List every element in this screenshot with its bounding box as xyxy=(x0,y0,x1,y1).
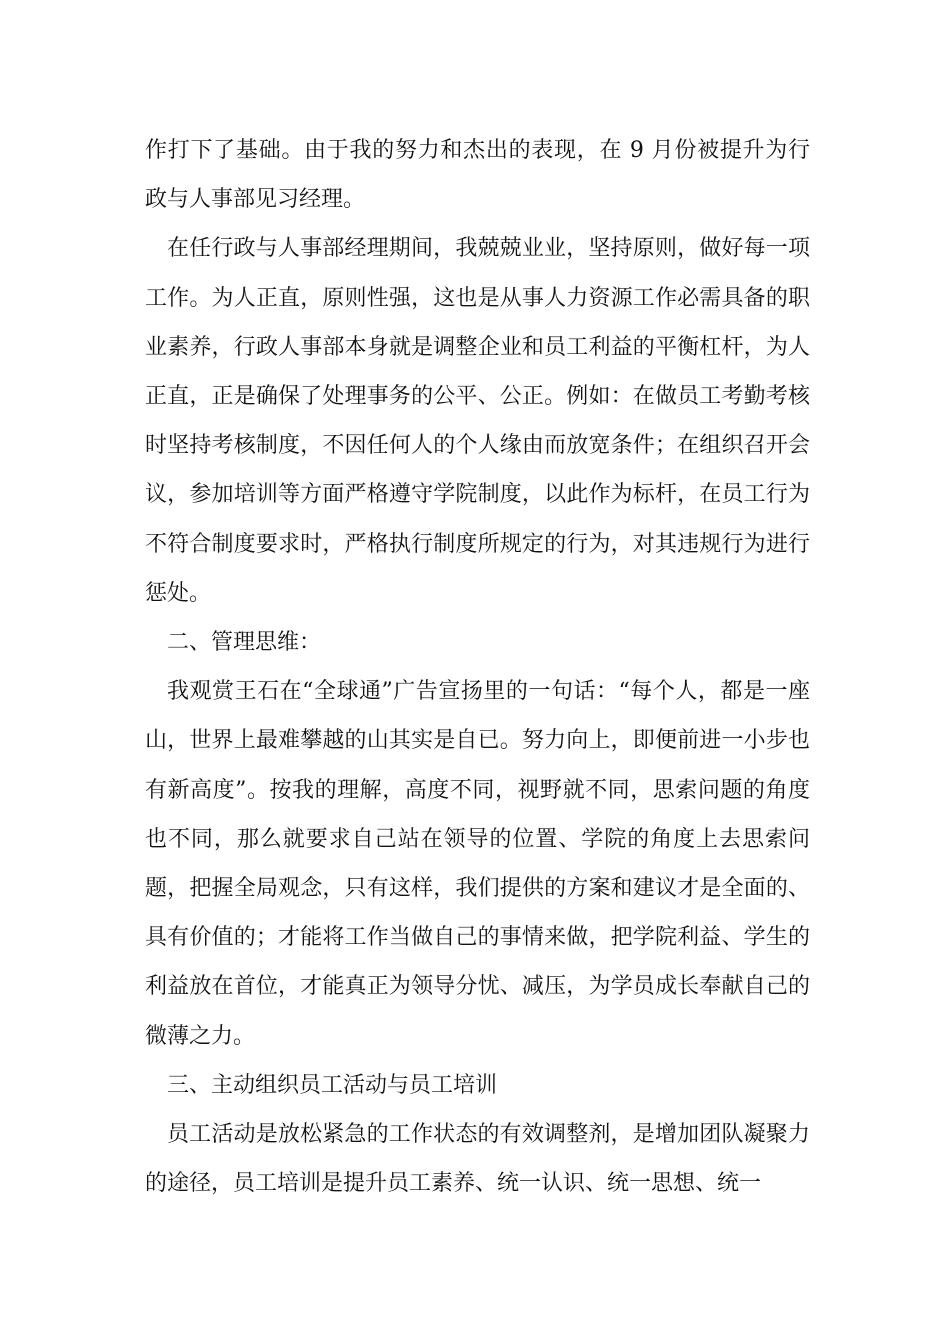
paragraph-staff-activities: 员工活动是放松紧急的工作状态的有效调整剂，是增加团队凝聚力的途径，员工培训是提升员工素养、统一认识、统一思想、统一 xyxy=(145,1122,810,1197)
paragraph-continuation: 作打下了基础。由于我的努力和杰出的表现，在 9 月份被提升为行政与人事部见习经理。 xyxy=(145,138,810,213)
document-body xyxy=(145,126,810,1208)
section-heading-staff-activities: 三、主动组织员工活动与员工培训 xyxy=(167,1072,498,1098)
section-heading-management-thinking: 二、管理思维： xyxy=(167,630,322,656)
paragraph-management-thinking: 我观赏王石在“全球通”广告宣扬里的一句话：“每个人，都是一座山，世界上最难攀越的山其实是自已。努力向上，即便前进一小步也有新高度”。按我的理解，高度不同，视野就不同，思索问题的角度也不同，那么就要求自己站在领导的位置、学院的角度上去思索问题，把握全局观念，只有这样，我们提供的方案和建议才是全面的、具有价值的；才能将工作当做自己的事情来做，把学院利益、学生的利益放在首位，才能真正为领导分忧、减压，为学员成长奉献自己的微薄之力。 xyxy=(145,679,810,1049)
paragraph-manager-period: 在任行政与人事部经理期间，我兢兢业业，坚持原则，做好每一项工作。为人正直，原则性强，这也是从事人力资源工作必需具备的职业素养，行政人事部本身就是调整企业和员工利益的平衡杠杆，为人正直，正是确保了处理事务的公平、公正。例如：在做员工考勤考核时坚持考核制度，不因任何人的个人缘由而放宽条件；在组织召开会议，参加培训等方面严格遵守学院制度，以此作为标杆，在员工行为不符合制度要求时，严格执行制度所规定的行为，对其违规行为进行惩处。 xyxy=(145,236,810,606)
